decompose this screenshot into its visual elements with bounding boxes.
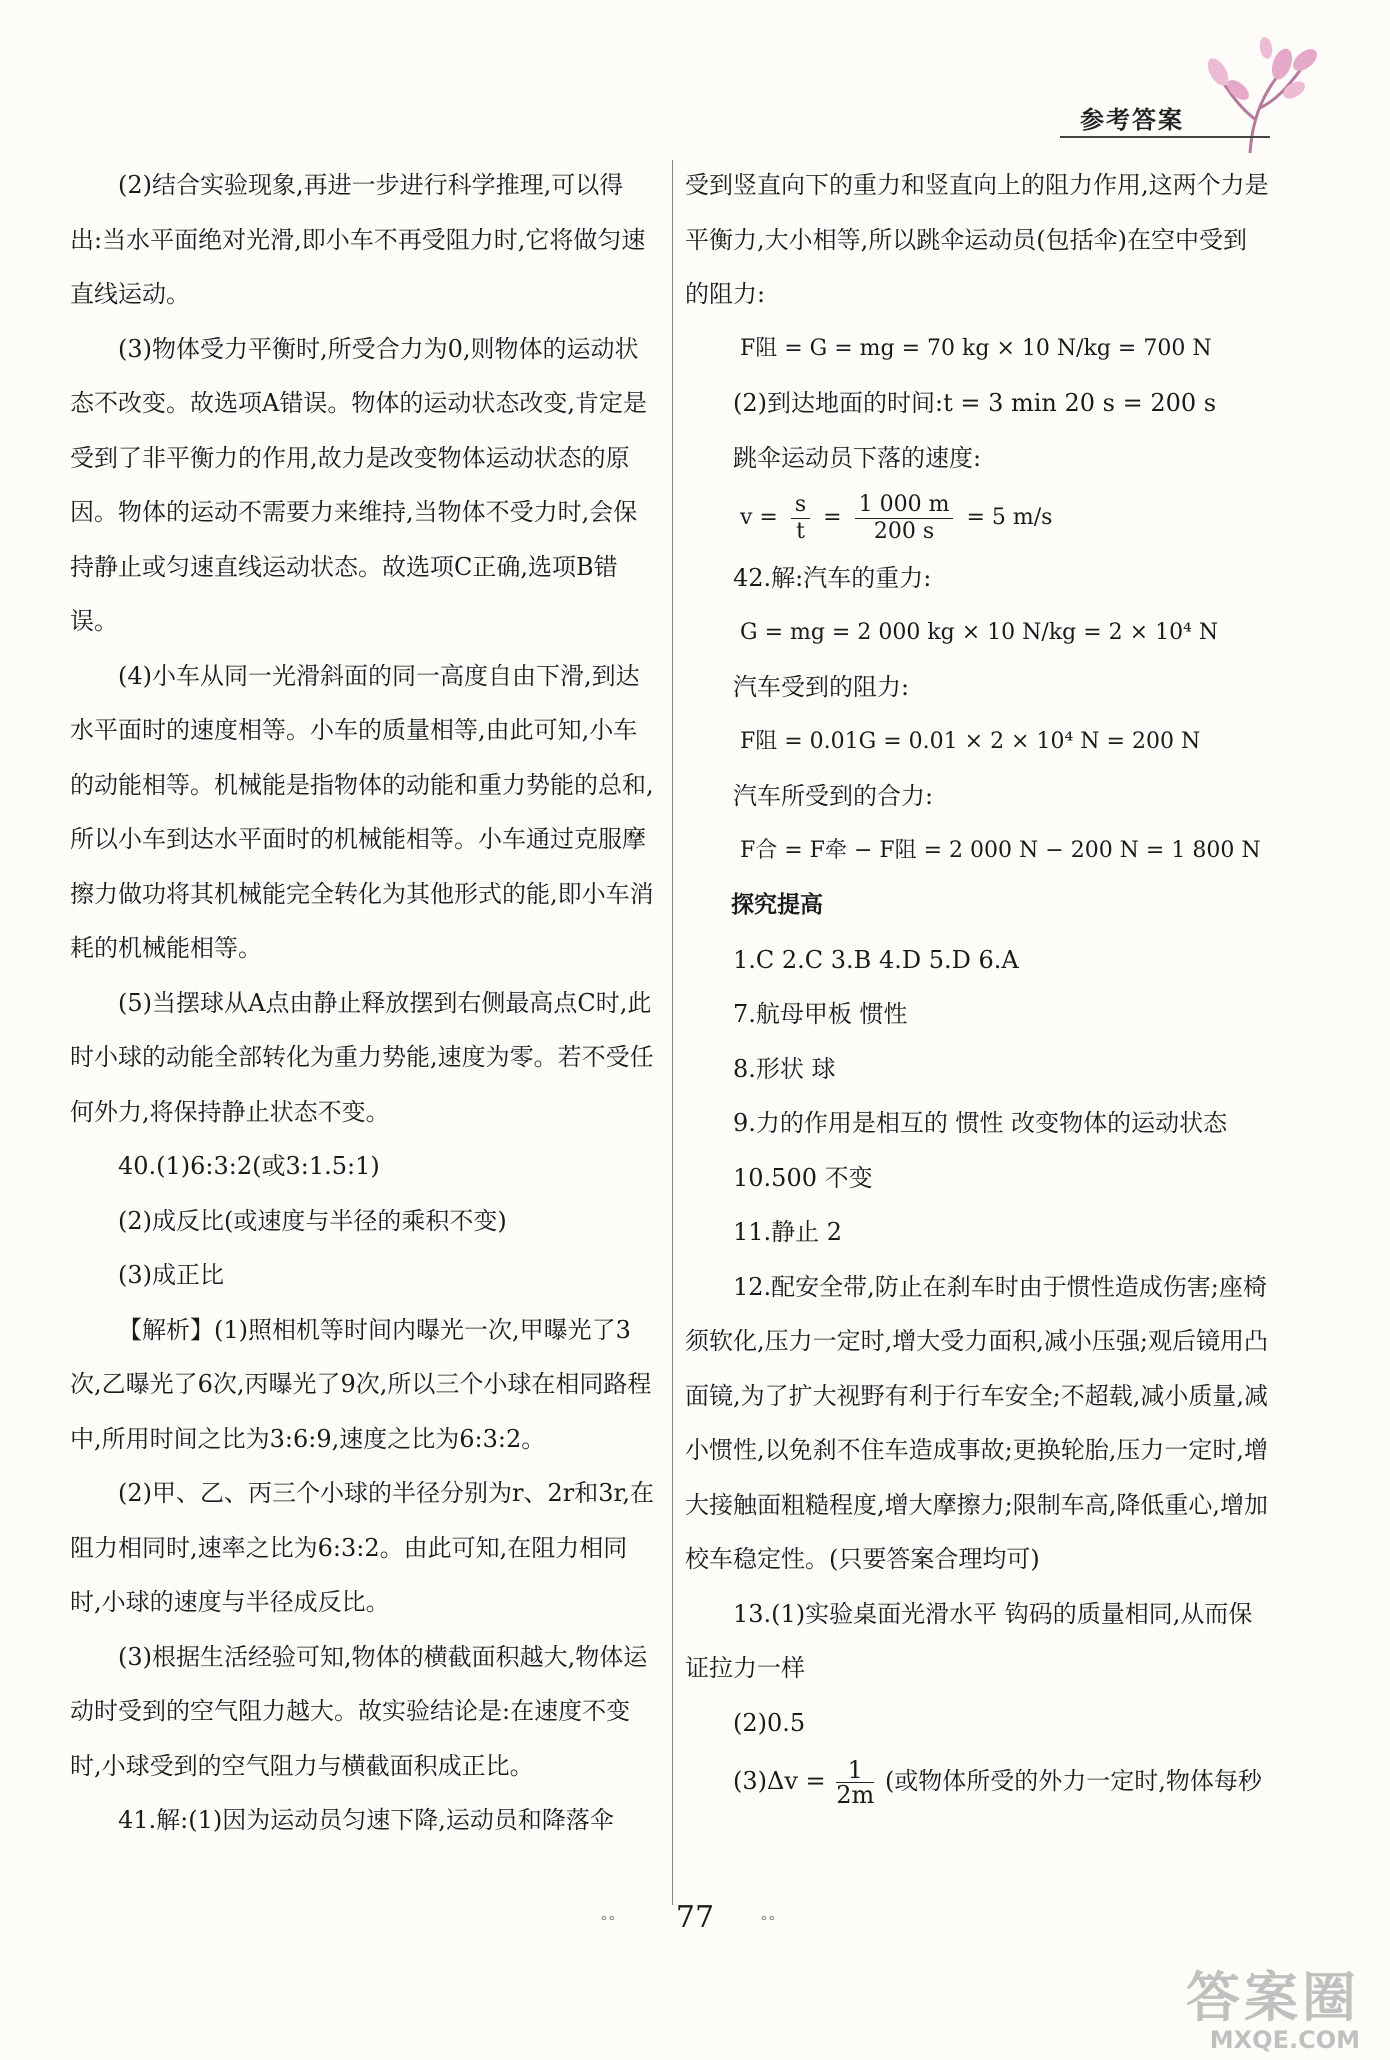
answer-13-3-denominator: 2m xyxy=(836,1781,875,1809)
answer-10: 10.500 不变 xyxy=(733,1163,873,1192)
page-number-deco-right: ∘∘ xyxy=(760,1908,776,1927)
left-para-3: (4)小车从同一光滑斜面的同一高度自由下滑,到达水平面时的速度相等。小车的质量相等,由此可知,小车的动能相等。机械能是指物体的动能和重力势能的总和,所以小车到达水平面时的机械能相等。小车通过克服摩擦力做功将其机械能完全转化为其他形式的能,即小车消耗的机械能相等。 xyxy=(70,661,654,962)
answer-7: 7.航母甲板 惯性 xyxy=(733,1000,908,1028)
answer-13-3-rest: (或物体所受的外力一定时,物体每秒 xyxy=(884,1767,1262,1795)
q42-net-label: 汽车所受到的合力: xyxy=(733,782,934,810)
answer-13-3-numerator: 1 xyxy=(836,1758,874,1783)
answer-8: 8.形状 球 xyxy=(733,1054,836,1083)
answer-13-3 xyxy=(685,1750,1270,1812)
q42-start: 42.解:汽车的重力: xyxy=(733,564,932,592)
answer-12: 12.配安全带,防止在刹车时由于惯性造成伤害;座椅须软化,压力一定时,增大受力面积,减小压强;观后镜用凸面镜,为了扩大视野有利于行车安全;不超载,减小质量,减小惯性,以免刹不住车造成事故;更换轮胎,压力一定时,增大接触面粗糙程度,增大摩擦力;限制车高,降低重心,增加校车稳定性。(只要答案合理均可) xyxy=(685,1272,1268,1573)
left-para-1: (2)结合实验现象,再进一步进行科学推理,可以得出:当水平面绝对光滑,即小车不再受阻力时,它将做匀速直线运动。 xyxy=(70,171,646,308)
eq-car-gravity: G = mg = 2 000 kg × 10 N/kg = 2 × 10⁴ N xyxy=(740,619,1219,645)
eq-speed-numerator: 1 000 m xyxy=(855,492,954,519)
q42-resist-label: 汽车受到的阻力: xyxy=(733,673,910,701)
eq-speed-equals: = xyxy=(823,505,842,530)
q40-answer-3: (3)成正比 xyxy=(118,1261,224,1289)
eq-car-net-force: F合 = F牵 − F阻 = 2 000 N − 200 N = 1 800 N xyxy=(740,837,1261,863)
eq-speed-t: t xyxy=(796,518,805,544)
header-title: 参考答案 xyxy=(1080,106,1184,134)
answer-11: 11.静止 2 xyxy=(733,1218,843,1246)
q40-analysis-1: 【解析】(1)照相机等时间内曝光一次,甲曝光了3次,乙曝光了6次,丙曝光了9次,所以三个小球在相同路程中,所用时间之比为3:6:9,速度之比为6:3:2。 xyxy=(70,1315,652,1453)
q41-speed-label: 跳伞运动员下落的速度: xyxy=(733,443,982,472)
eq-speed xyxy=(685,485,1270,551)
q40-answer-1: 40.(1)6:3:2(或3:1.5:1) xyxy=(118,1152,380,1180)
watermark-text: 答案圈 xyxy=(1186,1966,1360,2029)
q40-answer-2: (2)成反比(或速度与半径的乘积不变) xyxy=(118,1206,507,1235)
page-number-deco-left: ∘∘ xyxy=(600,1908,616,1927)
q41-time: (2)到达地面的时间:t = 3 min 20 s = 200 s xyxy=(733,389,1217,417)
answer-9: 9.力的作用是相互的 惯性 改变物体的运动状态 xyxy=(733,1109,1228,1137)
page-header xyxy=(0,0,1390,150)
flower-branch-icon xyxy=(1190,28,1320,158)
answer-13-2: (2)0.5 xyxy=(733,1708,806,1737)
header-rule xyxy=(1060,136,1270,138)
answers-1-6: 1.C 2.C 3.B 4.D 5.D 6.A xyxy=(733,945,1019,974)
right-column xyxy=(685,158,1270,1812)
eq-speed-lhs: v = xyxy=(740,505,778,530)
watermark xyxy=(1186,1955,1360,2054)
eq-speed-denominator: 200 s xyxy=(873,518,935,544)
q40-analysis-3: (3)根据生活经验可知,物体的横截面积越大,物体运动时受到的空气阻力越大。故实验结论是:在速度不变时,小球受到的空气阻力与横截面积成正比。 xyxy=(70,1642,648,1780)
eq-car-resistance: F阻 = 0.01G = 0.01 × 2 × 10⁴ N = 200 N xyxy=(740,728,1201,754)
left-para-2: (3)物体受力平衡时,所受合力为0,则物体的运动状态不改变。故选项A错误。物体的运动状态改变,肯定是受到了非平衡力的作用,故力是改变物体运动状态的原因。物体的运动不需要力来维持,当物体不受力时,会保持静止或匀速直线运动状态。故选项C正确,选项B错误。 xyxy=(70,334,647,635)
answer-13-1: 13.(1)实验桌面光滑水平 钩码的质量相同,从而保证拉力一样 xyxy=(685,1599,1253,1682)
watermark-url: MXQE.COM xyxy=(1209,2026,1360,2054)
q40-analysis-2: (2)甲、乙、丙三个小球的半径分别为r、2r和3r,在阻力相同时,速率之比为6:3:2。由此可知,在阻力相同时,小球的速度与半径成反比。 xyxy=(70,1479,654,1616)
column-divider xyxy=(672,160,673,1905)
left-para-4: (5)当摆球从A点由静止释放摆到右侧最高点C时,此时小球的动能全部转化为重力势能,速度为零。若不受任何外力,将保持静止状态不变。 xyxy=(70,988,654,1126)
q41-intro: 受到竖直向下的重力和竖直向上的阻力作用,这两个力是平衡力,大小相等,所以跳伞运动员(包括伞)在空中受到的阻力: xyxy=(685,171,1269,308)
section-title: 探究提高 xyxy=(731,892,823,918)
q41-start: 41.解:(1)因为运动员匀速下降,运动员和降落伞 xyxy=(118,1806,614,1834)
eq-resistance-parachute: F阻 = G = mg = 70 kg × 10 N/kg = 700 N xyxy=(740,335,1212,361)
answer-13-3-lhs: (3)Δv = xyxy=(733,1767,826,1795)
left-column xyxy=(70,158,655,1848)
eq-speed-result: = 5 m/s xyxy=(966,505,1053,530)
page-number: 77 xyxy=(675,1900,715,1935)
eq-speed-s: s xyxy=(791,492,810,519)
